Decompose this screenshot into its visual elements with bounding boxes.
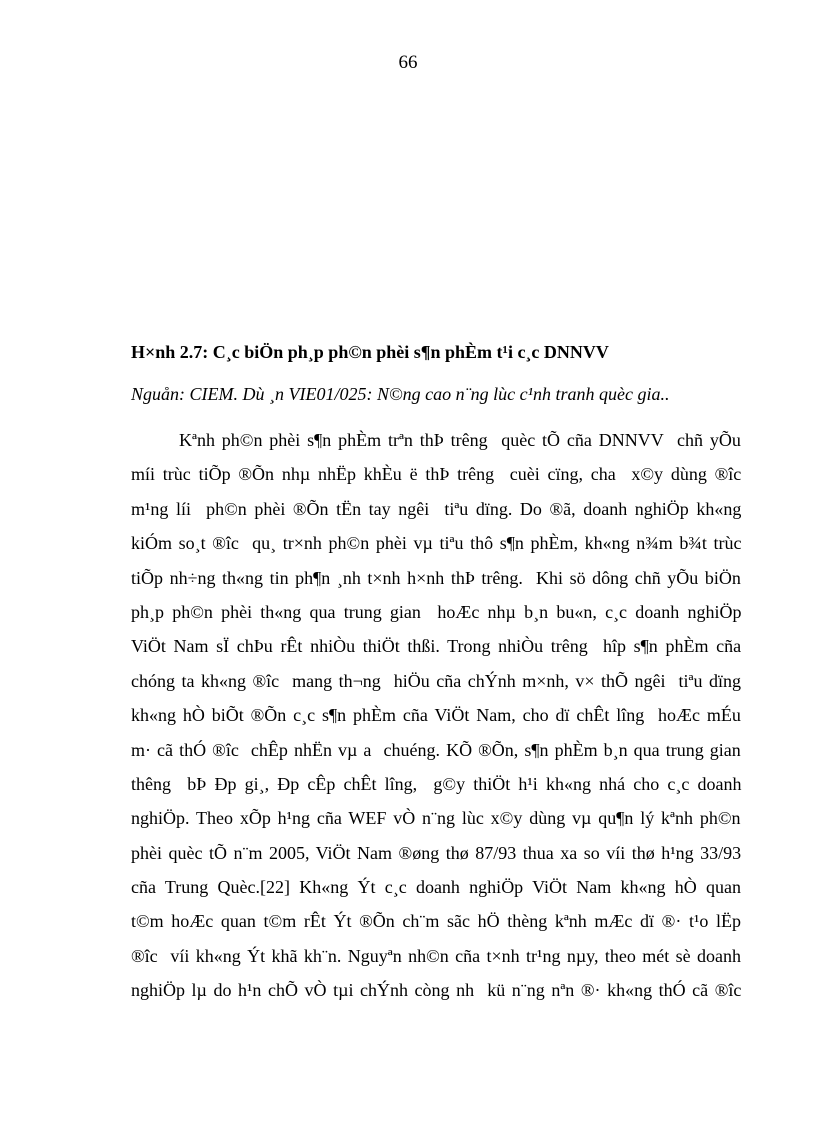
paragraph-line bbox=[131, 698, 741, 732]
line-text: ®îc víi kh«ng Ýt khã kh¨n. Nguyªn nh©n cña t×nh tr¹ng nµy, theo mét sè doanh bbox=[131, 945, 741, 966]
paragraph-line bbox=[131, 939, 741, 973]
paragraph-line bbox=[131, 423, 741, 457]
line-text: nghiÖp lµ do h¹n chÕ vÒ tµi chÝnh còng nh kü n¨ng nªn ®· kh«ng thÓ cã ®îc bbox=[131, 980, 742, 1001]
paragraph-line bbox=[131, 595, 741, 629]
line-text: nghiÖp. Theo xÕp h¹ng cña WEF vÒ n¨ng lùc x©y dùng vµ qu¶n lý kªnh ph©n bbox=[131, 808, 741, 829]
line-text: ViÖt Nam sÏ chÞu rÊt nhiÒu thiÖt thßi. Trong nhiÒu trêng hîp s¶n phÈm cña bbox=[131, 636, 742, 657]
line-text: phèi quèc tÕ n¨m 2005, ViÖt Nam ®øng thø 87/93 thua xa so víi thø h¹ng 33/93 bbox=[131, 842, 742, 863]
line-text: ph¸p ph©n phèi th«ng qua trung gian hoÆc nhµ b¸n bu«n, c¸c doanh nghiÖp bbox=[131, 601, 742, 622]
line-text: m¹ng líi ph©n phèi ®Õn tËn tay ngêi tiªu dïng. Do ®ã, doanh nghiÖp kh«ng bbox=[131, 498, 742, 519]
paragraph-line bbox=[131, 870, 741, 904]
page-number: 66 bbox=[398, 52, 418, 73]
line-text: Kªnh ph©n phèi s¶n phÈm trªn thÞ trêng quèc tÕ cña DNNVV chñ yÕu bbox=[179, 430, 741, 450]
paragraph-line bbox=[131, 973, 741, 1007]
line-text: t©m hoÆc quan t©m rÊt Ýt ®Õn ch¨m sãc hÖ thèng kªnh mÆc dï ®· t¹o lËp bbox=[131, 911, 741, 932]
paragraph-line bbox=[131, 561, 741, 595]
paragraph-line bbox=[131, 629, 741, 663]
paragraph-line bbox=[131, 904, 741, 938]
paragraph-line bbox=[131, 457, 741, 491]
body-paragraph bbox=[131, 423, 741, 1008]
paragraph-line bbox=[131, 836, 741, 870]
paragraph-line bbox=[131, 664, 741, 698]
paragraph-line bbox=[131, 492, 741, 526]
line-text: kiÓm so¸t ®îc qu¸ tr×nh ph©n phèi vµ tiªu thô s¶n phÈm, kh«ng n¾m b¾t trùc bbox=[131, 533, 742, 554]
paragraph-line bbox=[131, 767, 741, 801]
line-text: míi trùc tiÕp ®Õn nhµ nhËp khÈu ë thÞ trêng cuèi cïng, cha x©y dùng ®îc bbox=[131, 464, 742, 485]
line-text: tiÕp nh÷ng th«ng tin ph¶n ¸nh t×nh h×nh thÞ trêng. Khi sö dông chñ yÕu biÖn bbox=[131, 567, 741, 588]
figure-title: H×nh 2.7: C¸c biÖn ph¸p ph©n phèi s¶n phÈm t¹i c¸c DNNVV bbox=[131, 342, 609, 362]
paragraph-line bbox=[131, 733, 741, 767]
line-text: chóng ta kh«ng ®îc mang th¬ng hiÖu cña chÝnh m×nh, v× thÕ ngêi tiªu dïng bbox=[131, 670, 742, 691]
paragraph-line bbox=[131, 801, 741, 835]
line-text: cña Trung Quèc.[22] Kh«ng Ýt c¸c doanh nghiÖp ViÖt Nam kh«ng hÒ quan bbox=[131, 877, 742, 898]
line-text: kh«ng hÒ biÕt ®Õn c¸c s¶n phÈm cña ViÖt Nam, cho dï chÊt lîng hoÆc mÉu bbox=[131, 705, 741, 726]
line-text: m· cã thÓ ®îc chÊp nhËn vµ a chuéng. KÕ ®Õn, s¶n phÈm b¸n qua trung gian bbox=[131, 739, 741, 760]
figure-source: Nguån: CIEM. Dù ¸n VIE01/025: N©ng cao n¨ng lùc c¹nh tranh quèc gia.. bbox=[131, 384, 670, 404]
line-text: thêng bÞ Ðp gi¸, Ðp cÊp chÊt lîng, g©y thiÖt h¹i kh«ng nhá cho c¸c doanh bbox=[131, 773, 742, 794]
paragraph-line bbox=[131, 526, 741, 560]
